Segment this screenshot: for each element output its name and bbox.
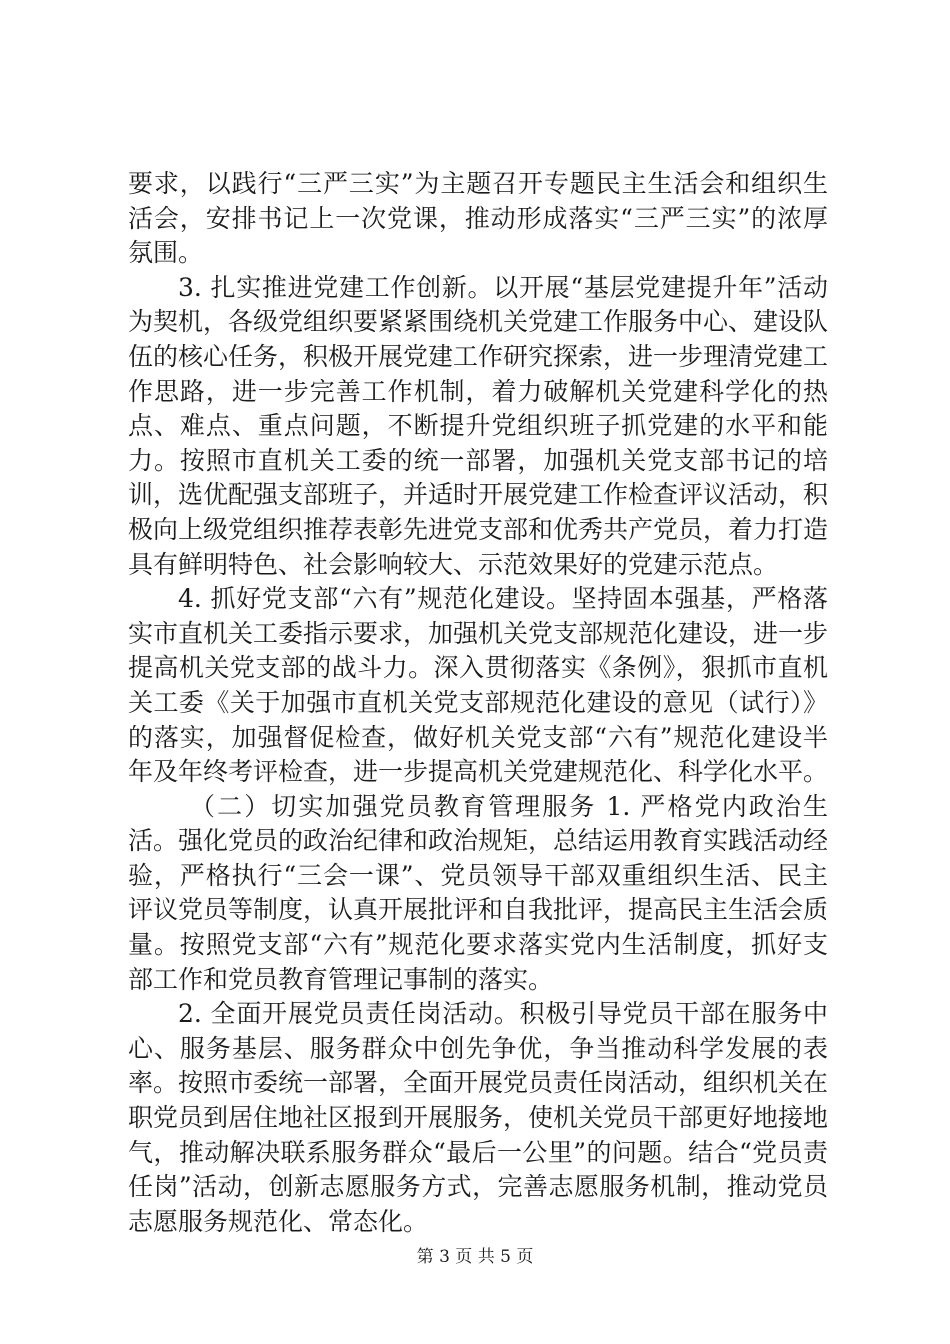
document-body: [128, 167, 828, 1239]
page-footer: 第 3 页 共 5 页: [416, 1247, 534, 1267]
paragraph-section-2: （二）切实加强党员教育管理服务 1. 严格党内政治生活。强化党员的政治纪律和政治规矩，总结运用教育实践活动经验，严格执行“三会一课”、党员领导干部双重组织生活、民主评议党员等制度，认真开展批评和自我批评，提高民主生活会质量。按照党支部“六有”规范化要求落实党内生活制度，抓好支部工作和党员教育管理记事制的落实。: [128, 791, 829, 994]
paragraph-item-4: 4. 抓好党支部“六有”规范化建设。坚持固本强基，严格落实市直机关工委指示要求，加强机关党支部规范化建设，进一步提高机关党支部的战斗力。深入贯彻落实《条例》，狠抓市直机关工委《关于加强市直机关党支部规范化建设的意见（试行）》的落实，加强督促检查，做好机关党支部“六有”规范化建设半年及年终考评检查，进一步提高机关党建规范化、科学化水平。: [128, 584, 829, 787]
paragraph-item-2: 2. 全面开展党员责任岗活动。积极引导党员干部在服务中心、服务基层、服务群众中创先争优，争当推动科学发展的表率。按照市委统一部署，全面开展党员责任岗活动，组织机关在职党员到居住地社区报到开展服务，使机关党员干部更好地接地气，推动解决联系服务群众“最后一公里”的问题。结合“党员责任岗”活动，创新志愿服务方式，完善志愿服务机制，推动党员志愿服务规范化、常态化。: [128, 999, 829, 1236]
paragraph-continuation: 要求，以践行“三严三实”为主题召开专题民主生活会和组织生活会，安排书记上一次党课，推动形成落实“三严三实”的浓厚氛围。: [128, 169, 828, 268]
paragraph-item-3: 3. 扎实推进党建工作创新。以开展“基层党建提升年”活动为契机，各级党组织要紧紧围绕机关党建工作服务中心、建设队伍的核心任务，积极开展党建工作研究探索，进一步理清党建工作思路，进一步完善工作机制，着力破解机关党建科学化的热点、难点、重点问题，不断提升党组织班子抓党建的水平和能力。按照市直机关工委的统一部署，加强机关党支部书记的培训，选优配强支部班子，并适时开展党建工作检查评议活动，积极向上级党组织推荐表彰先进党支部和优秀共产党员，着力打造具有鲜明特色、社会影响较大、示范效果好的党建示范点。: [128, 272, 829, 579]
